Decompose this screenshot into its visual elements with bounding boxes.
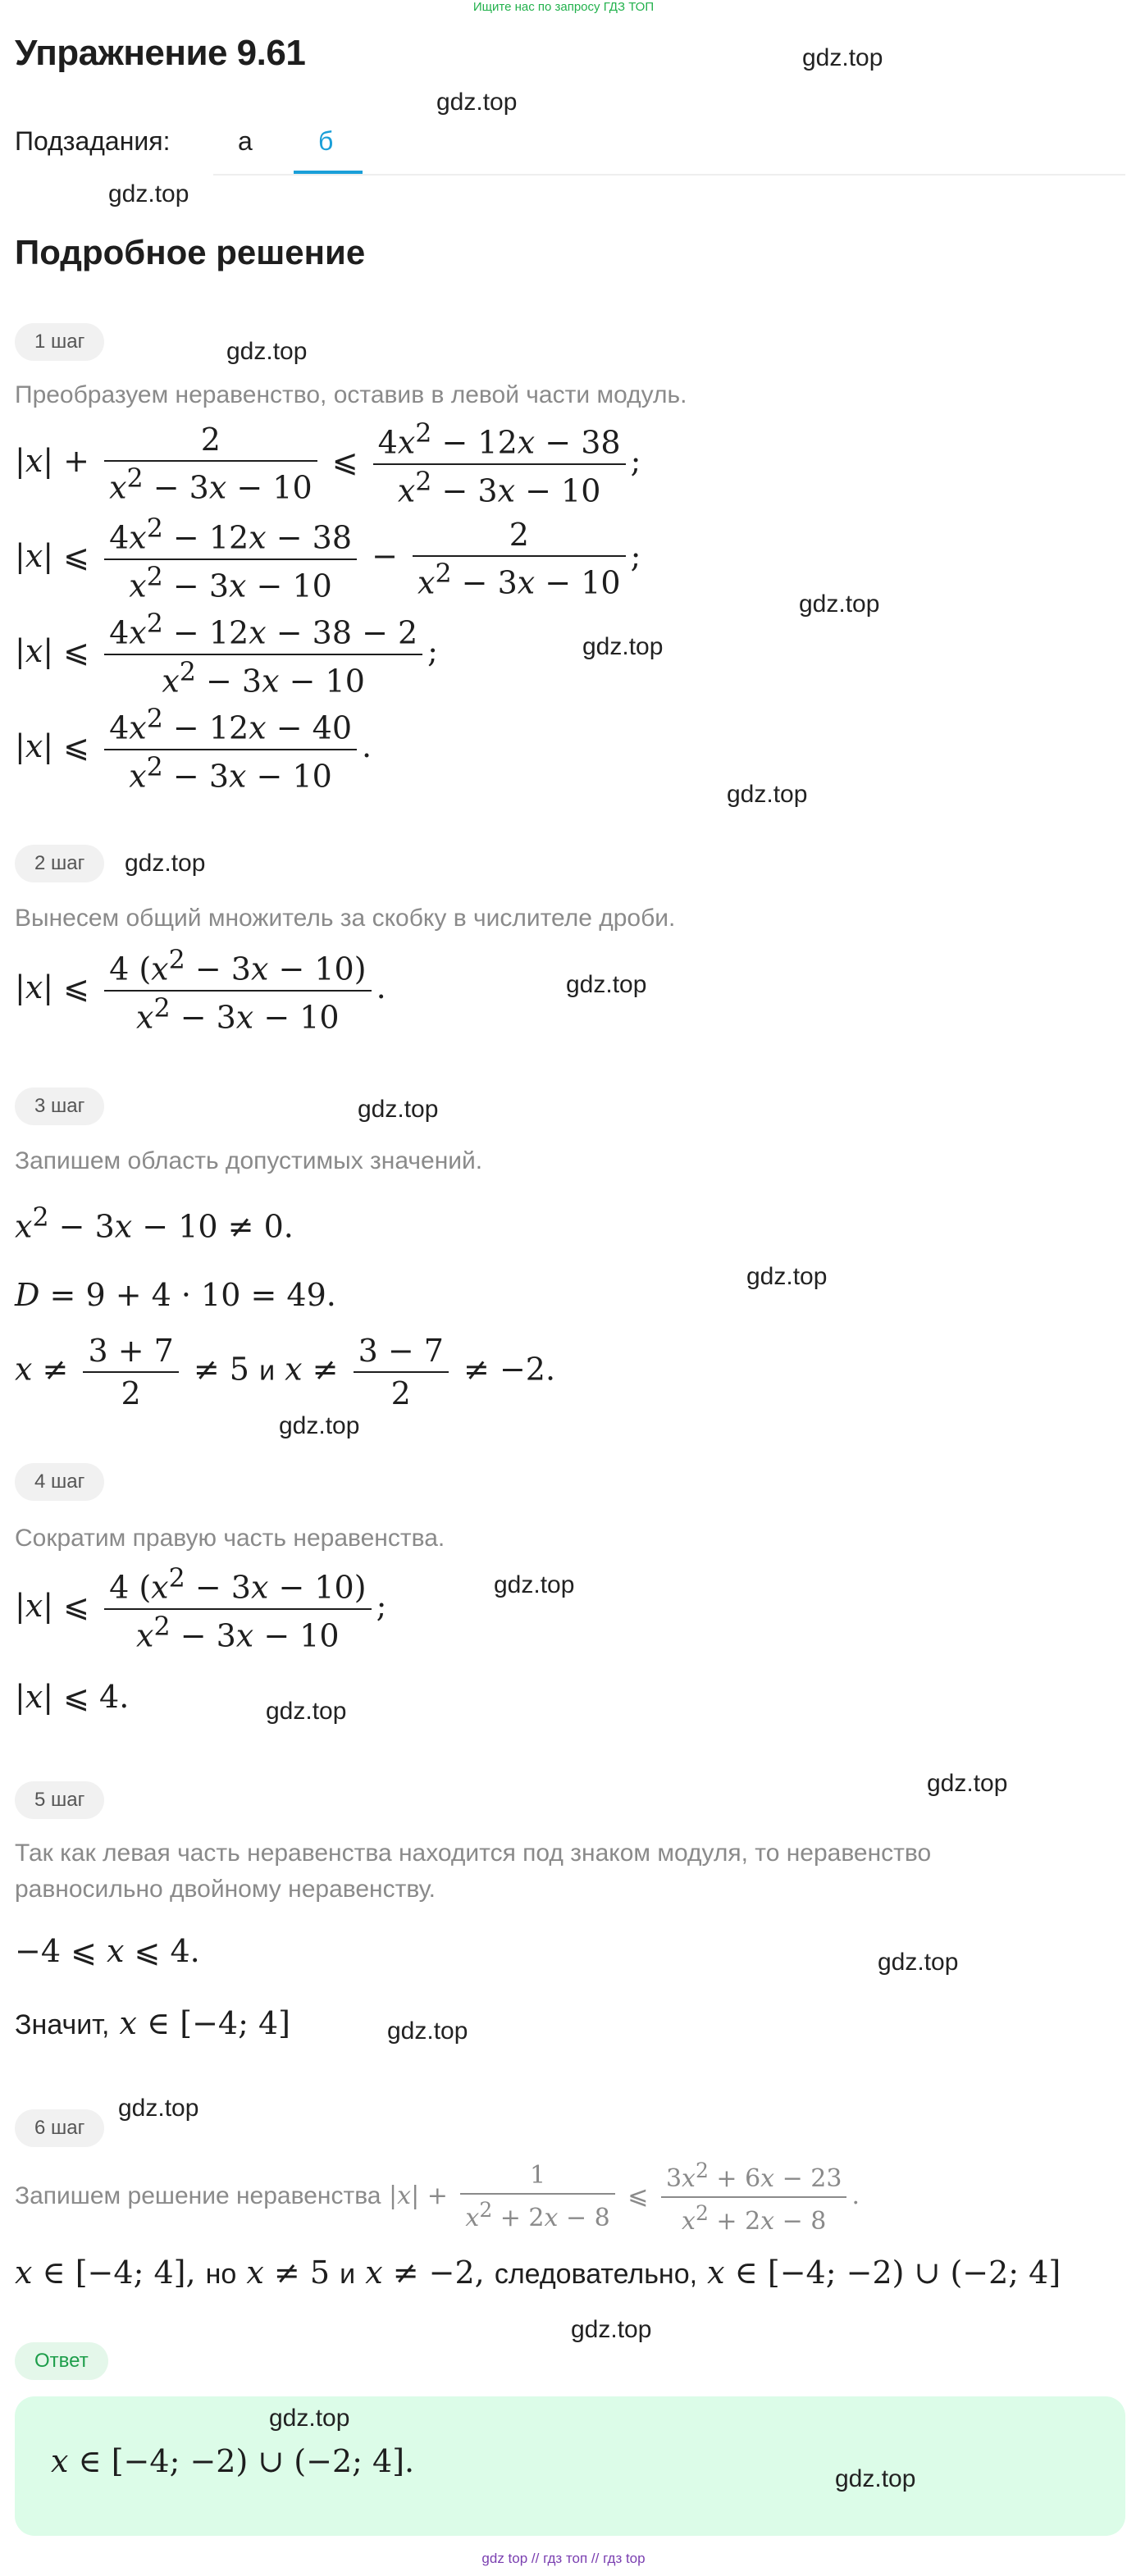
watermark: gdz.top <box>358 1096 439 1123</box>
step-description: Так как левая часть неравенства находится под знаком модуля, то неравенство равносильно двойному неравенству. <box>15 1840 932 1903</box>
watermark: gdz.top <box>279 1412 360 1439</box>
formula: Значит, x ∈ [−4; 4] <box>15 2005 290 2041</box>
watermark: gdz.top <box>266 1698 347 1725</box>
watermark: gdz.top <box>802 44 883 71</box>
watermark: gdz.top <box>118 2095 199 2122</box>
search-hint-banner[interactable]: Ищите нас по запросу ГДЗ ТОП <box>472 0 655 14</box>
formula: Запишем решение неравенства |x| + $\frac{1}{x^2 + 2x - 8}$ ⩽ $\frac{3x^2 + 6x - 23}{x^2 + 2x - 8}$ . <box>15 2159 860 2236</box>
step-badge: 2 шаг <box>15 845 104 882</box>
step-badge: 5 шаг <box>15 1781 104 1819</box>
watermark: gdz.top <box>582 633 664 660</box>
watermark: gdz.top <box>799 590 880 618</box>
active-tab-indicator <box>294 171 363 174</box>
watermark: gdz.top <box>878 1949 959 1976</box>
watermark: gdz.top <box>835 2465 916 2492</box>
step-description: Сократим правую часть неравенства. <box>15 1525 445 1552</box>
step-badge: 6 шаг <box>15 2109 104 2147</box>
step-badge: 4 шаг <box>15 1463 104 1501</box>
step-description: Запишем область допустимых значений. <box>15 1147 483 1174</box>
section-title: Подробное решение <box>15 233 366 271</box>
answer-formula: x ∈ [−4; −2) ∪ (−2; 4]. <box>51 2443 415 2479</box>
watermark: gdz.top <box>387 2017 468 2045</box>
tab-subtask-b[interactable]: б <box>318 126 334 156</box>
formula: |x| ⩽ $\frac{4 (x^2 - 3x - 10)}{x^2 - 3x - 10}$ . <box>15 946 386 1036</box>
step-badge: 3 шаг <box>15 1087 104 1125</box>
formula: |x| + $\frac{2}{x^2 - 3x - 10}$ ⩽ $\frac{4x^2 - 12x - 38}{x^2 - 3x - 10}$ ; <box>15 419 641 509</box>
formula: $x^2 - 3x - 10 \ne 0$. <box>15 1203 294 1245</box>
watermark: gdz.top <box>269 2405 350 2432</box>
watermark: gdz.top <box>927 1770 1008 1797</box>
footer-links[interactable]: gdz top // гдз топ // гдз top <box>481 2551 646 2566</box>
formula: |x| ⩽ $\frac{4x^2 - 12x - 38 - 2}{x^2 - 3x - 10}$ ; <box>15 609 438 700</box>
watermark: gdz.top <box>727 781 808 808</box>
formula: −4 ⩽ x ⩽ 4. <box>15 1933 200 1969</box>
watermark: gdz.top <box>436 89 518 116</box>
page-title: Упражнение 9.61 <box>15 33 306 73</box>
formula: |x| ⩽ $\frac{4x^2 - 12x - 40}{x^2 - 3x - 10}$ . <box>15 704 372 795</box>
step-badge: 1 шаг <box>15 323 104 361</box>
formula: x ≠ $\frac{3 + 7}{2}$ ≠ 5 и x ≠ $\frac{3 - 7}{2}$ ≠ −2. <box>15 1333 556 1411</box>
answer-badge: Ответ <box>15 2342 108 2380</box>
formula: x ∈ [−4; 4], но x ≠ 5 и x ≠ −2, следовательно, x ∈ [−4; −2) ∪ (−2; 4] <box>15 2255 1061 2291</box>
formula: |x| ⩽ 4. <box>15 1679 130 1715</box>
watermark: gdz.top <box>494 1571 575 1598</box>
step-description: Вынесем общий множитель за скобку в числителе дроби. <box>15 905 676 932</box>
watermark: gdz.top <box>746 1263 828 1290</box>
formula: |x| ⩽ $\frac{4x^2 - 12x - 38}{x^2 - 3x - 10}$ − $\frac{2}{x^2 - 3x - 10}$ ; <box>15 514 641 604</box>
step-description: Преобразуем неравенство, оставив в левой части модуль. <box>15 381 687 408</box>
watermark: gdz.top <box>566 971 647 998</box>
formula: |x| ⩽ $\frac{4 (x^2 - 3x - 10)}{x^2 - 3x - 10}$ ; <box>15 1564 387 1654</box>
formula: D = 9 + 4 · 10 = 49. <box>15 1277 336 1313</box>
tab-subtask-a[interactable]: а <box>238 126 253 156</box>
watermark: gdz.top <box>108 180 189 207</box>
watermark: gdz.top <box>125 850 206 877</box>
subtasks-label: Подзадания: <box>15 126 171 156</box>
watermark: gdz.top <box>226 338 308 365</box>
watermark: gdz.top <box>571 2316 652 2343</box>
tabs-divider <box>213 174 1125 176</box>
